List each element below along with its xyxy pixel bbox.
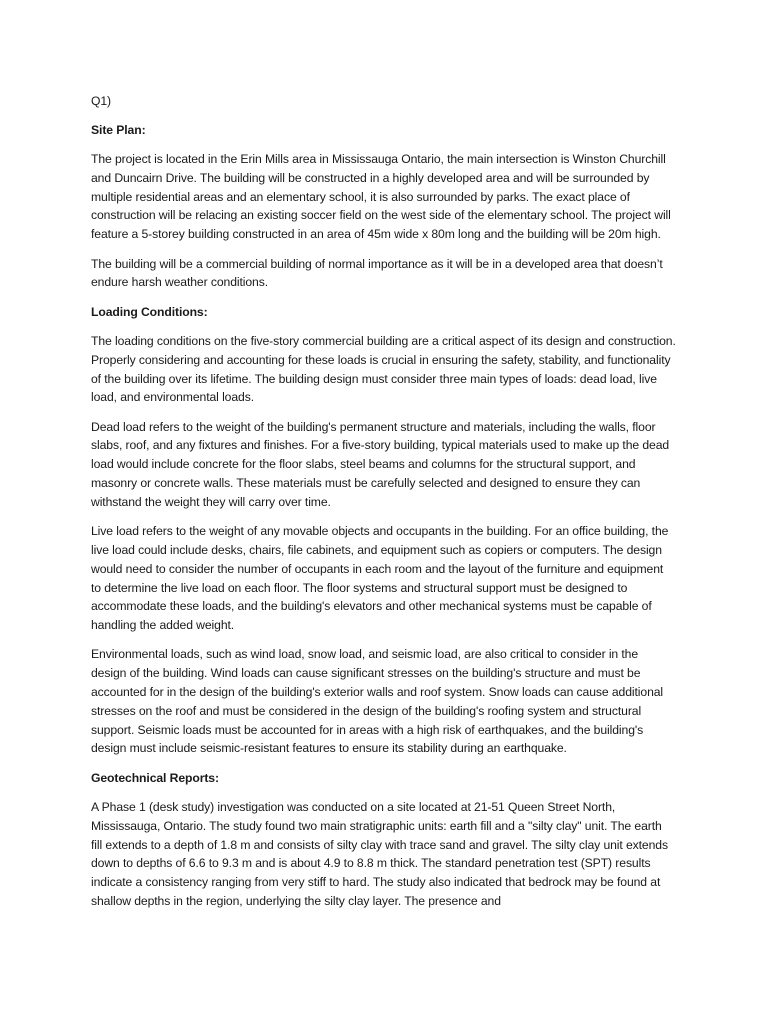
loading-conditions-paragraph-4: Environmental loads, such as wind load, snow load, and seismic load, are also critical to consider in the design of the building. Wind loads can cause significant stresses on the building's structure and must be accounted for in the design of the building's exterior walls and roof system. Snow loads can cause additional stresses on the roof and must be considered in the design of the building's roofing system and structural support. Seismic loads must be accounted for in areas with a high risk of earthquakes, and the building's design must include seismic-resistant features to ensure its stability during an earthquake. (91, 647, 664, 756)
loading-conditions-heading: Loading Conditions: (91, 304, 208, 319)
geotechnical-reports-heading: Geotechnical Reports: (91, 770, 219, 785)
loading-conditions-paragraph-3: Live load refers to the weight of any movable objects and occupants in the building. For an office building, the live load could include desks, chairs, file cabinets, and equipment such as copiers or computers. The design would need to consider the number of occupants in each room and the layout of the furniture and equipment to determine the live load on each floor. The floor systems and structural support must be designed to accommodate these loads, and the building's elevators and other mechanical systems must be capable of handling the added weight. (91, 524, 669, 633)
document-page (91, 92, 676, 921)
site-plan-heading: Site Plan: (91, 122, 146, 137)
geotechnical-reports-paragraph-1: A Phase 1 (desk study) investigation was conducted on a site located at 21-51 Queen Street North, Mississauga, Ontario. The study found two main stratigraphic units: earth fill and a "silty clay" unit. The earth fill extends to a depth of 1.8 m and consists of silty clay with trace sand and gravel. The silty clay unit extends down to depths of 6.6 to 9.3 m and is about 4.9 to 8.8 m thick. The standard penetration test (SPT) results indicate a consistency ranging from very stiff to hard. The study also indicated that bedrock may be found at shallow depths in the region, underlying the silty clay layer. The presence and (91, 800, 668, 908)
question-label: Q1) (91, 94, 112, 108)
loading-conditions-paragraph-1: The loading conditions on the five-story commercial building are a critical aspect of its design and construction. Properly considering and accounting for these loads is crucial in ensuring the safety, stability, and functionality of the building over its lifetime. The building design must consider three main types of loads: dead load, live load, and environmental loads. (91, 333, 676, 405)
site-plan-paragraph-1: The project is located in the Erin Mills area in Mississauga Ontario, the main intersection is Winston Churchill and Duncairn Drive. The building will be constructed in a highly developed area and will be surrounded by multiple residential areas and an elementary school, it is also surrounded by parks. The exact place of construction will be relacing an existing soccer field on the west side of the elementary school. The project will feature a 5-storey building constructed in an area of 45m wide x 80m long and the building will be 20m high. (91, 152, 671, 242)
loading-conditions-paragraph-2: Dead load refers to the weight of the building's permanent structure and materials, including the walls, floor slabs, roof, and any fixtures and finishes. For a five-story building, typical materials used to make up the dead load would include concrete for the floor slabs, steel beams and columns for the structural support, and masonry or concrete walls. These materials must be carefully selected and designed to ensure they can withstand the weight they will carry over time. (91, 419, 670, 509)
site-plan-paragraph-2: The building will be a commercial building of normal importance as it will be in a developed area that doesn’t endure harsh weather conditions. (91, 256, 663, 290)
